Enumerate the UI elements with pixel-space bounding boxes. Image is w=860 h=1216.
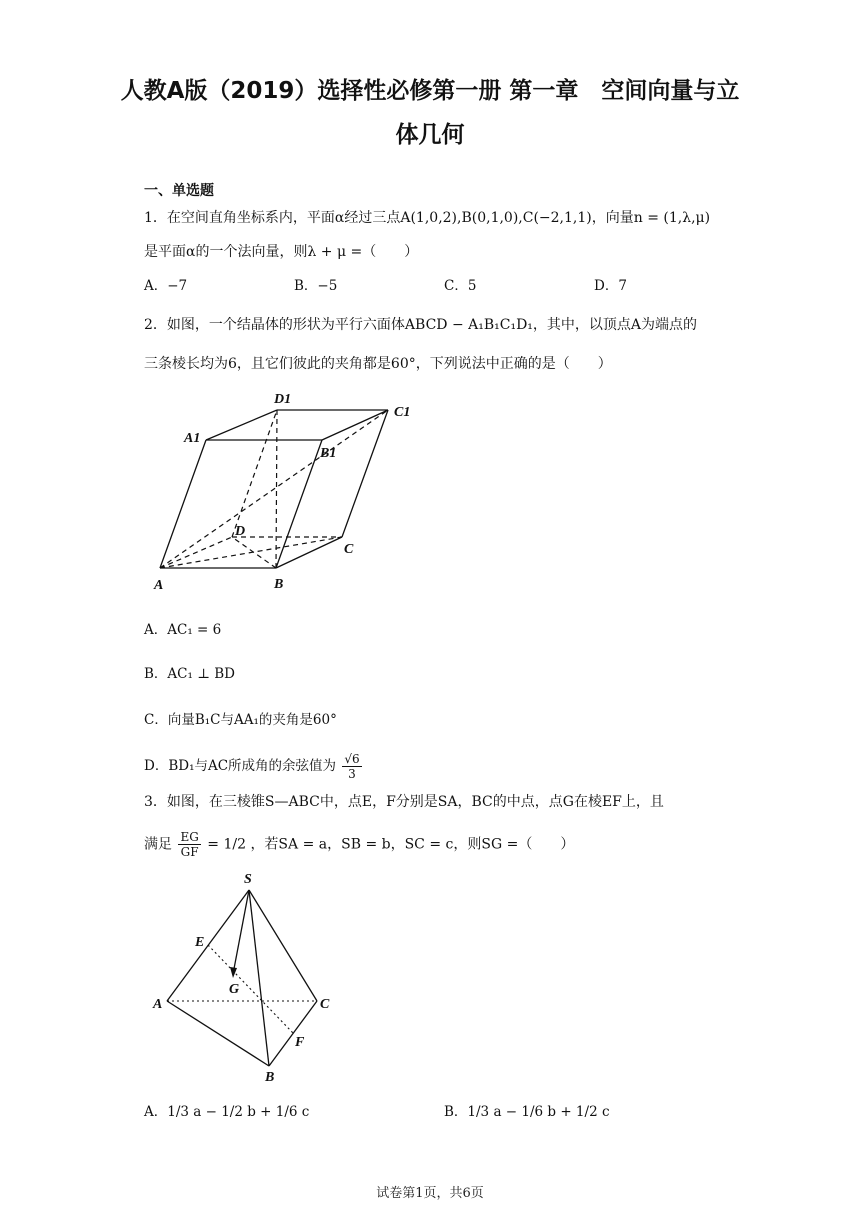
q2-option-c: C．向量B₁C与AA₁的夹角是60° bbox=[144, 712, 337, 728]
q2-option-d bbox=[144, 752, 364, 781]
q3-stem-line2 bbox=[144, 830, 574, 859]
q3-stem-prefix: 满足 bbox=[144, 836, 172, 853]
q1-option-a: A．−7 bbox=[144, 278, 188, 294]
segment-s-g bbox=[233, 890, 249, 974]
label-e: E bbox=[195, 935, 205, 950]
q2-stem-line1: 2．如图，一个结晶体的形状为平行六面体ABCD − A₁B₁C₁D₁，其中，以顶点A为端点的 bbox=[144, 317, 698, 333]
label-s: S bbox=[244, 872, 252, 887]
label-b1: B1 bbox=[320, 446, 337, 461]
edge-a-b bbox=[167, 1001, 269, 1066]
label-g: G bbox=[229, 982, 240, 997]
label-d1: D1 bbox=[274, 392, 292, 407]
label-c: C bbox=[320, 997, 330, 1012]
page-title-line1: 人教A版（2019）选择性必修第一册 第一章 空间向量与立 bbox=[120, 78, 740, 104]
q1-stem-line2: 是平面α的一个法向量，则λ + μ =（ ） bbox=[144, 244, 419, 260]
label-b: B bbox=[274, 577, 284, 592]
label-b: B bbox=[265, 1070, 275, 1083]
page-footer: 试卷第1页，共6页 bbox=[376, 1186, 484, 1201]
label-a: A bbox=[154, 578, 164, 593]
label-a1: A1 bbox=[184, 431, 201, 446]
edge-s-b bbox=[249, 890, 269, 1066]
q2-option-b: B．AC₁ ⊥ BD bbox=[144, 666, 235, 682]
q2-option-d-num: √6 bbox=[344, 752, 360, 766]
q1-option-d: D．7 bbox=[594, 278, 627, 294]
diag-b-d1 bbox=[276, 410, 277, 568]
q3-option-a: A．1/3 a − 1/2 b + 1/6 c bbox=[144, 1104, 310, 1120]
label-d: D bbox=[235, 524, 246, 539]
q2-option-d-fraction bbox=[342, 752, 361, 781]
label-c: C bbox=[344, 542, 354, 557]
q3-stem-line1: 3．如图，在三棱锥S—ABC中，点E，F分别是SA，BC的中点，点G在棱EF上，且 bbox=[144, 794, 664, 810]
diag-a-c bbox=[160, 537, 342, 568]
q2-option-d-den: 3 bbox=[348, 767, 356, 781]
edge-c-c1 bbox=[342, 410, 388, 537]
arrowhead-sg bbox=[230, 967, 237, 978]
segment-e-f bbox=[208, 945, 293, 1033]
section-heading: 一、单选题 bbox=[144, 183, 214, 199]
q3-ratio-fraction bbox=[178, 830, 200, 859]
q3-stem-suffix: ，若SA = a，SB = b，SC = c，则SG =（ ） bbox=[250, 836, 575, 853]
q1-option-c: C．5 bbox=[444, 278, 477, 294]
q1-option-b: B．−5 bbox=[294, 278, 338, 294]
q2-stem-line2: 三条棱长均为6，且它们彼此的夹角都是60°，下列说法中正确的是（ ） bbox=[144, 356, 612, 372]
edge-b-c bbox=[269, 1001, 317, 1066]
q3-ratio-value: = 1/2 bbox=[207, 836, 246, 853]
tetrahedron-figure bbox=[145, 868, 345, 1083]
q3-ratio-num: EG bbox=[180, 830, 199, 844]
edge-d-d1 bbox=[232, 410, 277, 537]
edge-a-a1 bbox=[160, 440, 206, 568]
q2-option-d-text: D．BD₁与AC所成角的余弦值为 bbox=[144, 758, 337, 774]
edge-b-b1 bbox=[276, 440, 322, 568]
label-f: F bbox=[295, 1035, 305, 1050]
parallelepiped-figure bbox=[140, 385, 440, 600]
q1-stem-line1: 1．在空间直角坐标系内，平面α经过三点A(1,0,2),B(0,1,0),C(−2,1,1)，向量n = (1,λ,μ) bbox=[144, 210, 711, 226]
q3-ratio-den: GF bbox=[180, 845, 199, 859]
q3-option-b: B．1/3 a − 1/6 b + 1/2 c bbox=[444, 1104, 610, 1120]
label-c1: C1 bbox=[394, 405, 411, 420]
diag-b-d bbox=[232, 537, 276, 568]
edge-a-d bbox=[160, 537, 232, 568]
q2-option-a: A．AC₁ = 6 bbox=[144, 622, 222, 638]
label-a: A bbox=[153, 997, 163, 1012]
page-title-line2: 体几何 bbox=[395, 122, 465, 148]
edge-a1-d1 bbox=[206, 410, 277, 440]
